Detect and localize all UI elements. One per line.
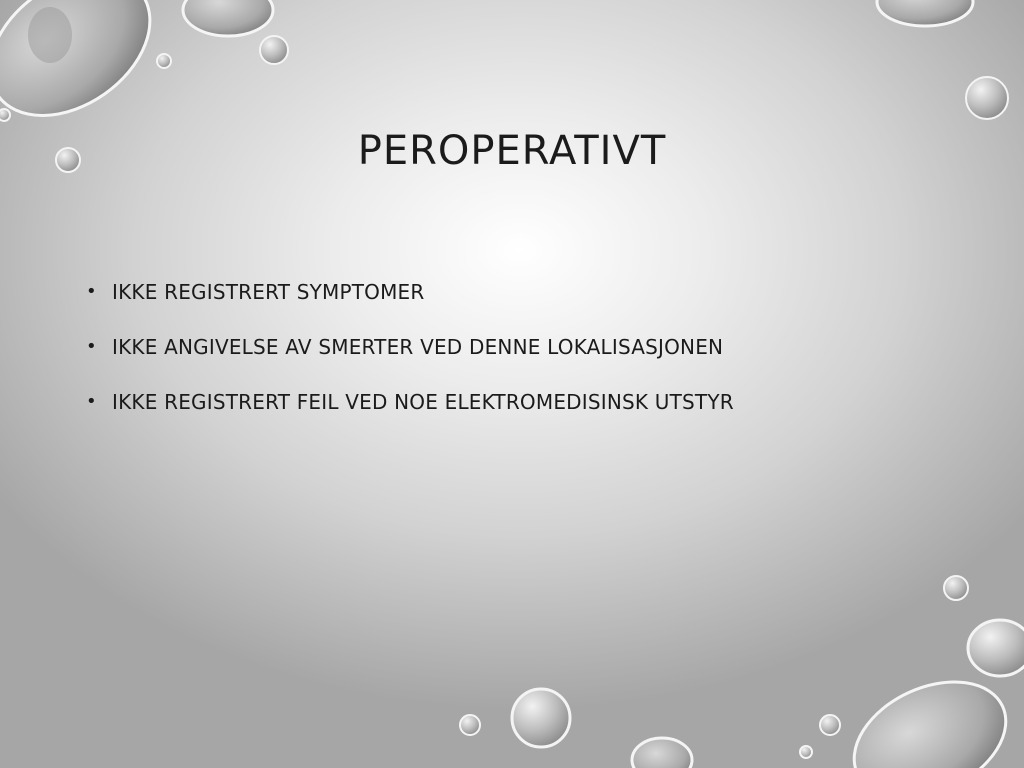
bullet-item <box>86 382 734 437</box>
bullet-item <box>86 272 734 327</box>
bullet-list <box>86 272 734 437</box>
bullet-text: IKKE REGISTRERT FEIL VED NOE ELEKTROMEDISINSK UTSTYR <box>112 390 734 414</box>
bullet-dot-icon: • <box>86 391 97 412</box>
bullet-dot-icon: • <box>86 336 97 357</box>
slide-title: PEROPERATIVT <box>357 128 667 174</box>
bullet-text: IKKE ANGIVELSE AV SMERTER VED DENNE LOKALISASJONEN <box>112 335 724 359</box>
bullet-text: IKKE REGISTRERT SYMPTOMER <box>112 280 425 304</box>
bullet-dot-icon: • <box>86 281 97 302</box>
bullet-item <box>86 327 734 382</box>
